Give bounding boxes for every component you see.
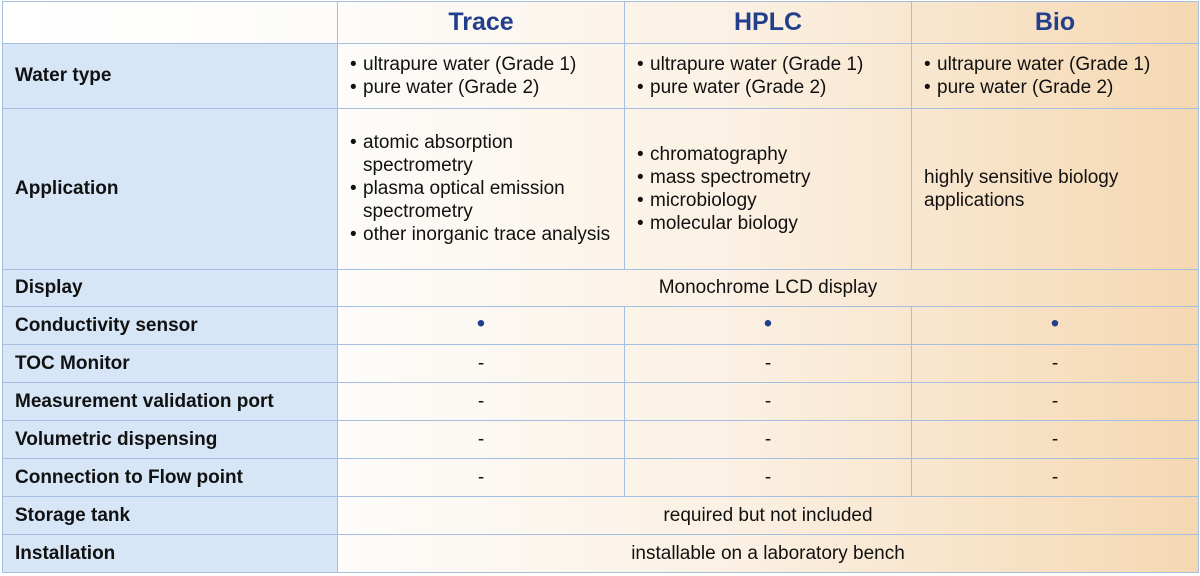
flowpoint-trace: - bbox=[338, 459, 625, 497]
water-type-trace bbox=[338, 44, 625, 109]
row-toc-monitor bbox=[3, 345, 1199, 383]
row-label-installation: Installation bbox=[3, 534, 338, 572]
list-item: • ultrapure water (Grade 1) bbox=[637, 53, 899, 76]
row-display bbox=[3, 269, 1199, 307]
list-item: • other inorganic trace analysis bbox=[350, 223, 612, 246]
row-label-toc-monitor: TOC Monitor bbox=[3, 345, 338, 383]
installation-value: installable on a laboratory bench bbox=[338, 534, 1199, 572]
row-label-volumetric-dispensing: Volumetric dispensing bbox=[3, 421, 338, 459]
conductivity-trace bbox=[338, 307, 625, 345]
storage-tank-value: required but not included bbox=[338, 497, 1199, 535]
row-application bbox=[3, 108, 1199, 269]
comparison-table bbox=[2, 1, 1199, 573]
list-item: • plasma optical emission spectrometry bbox=[350, 177, 612, 223]
conductivity-hplc bbox=[625, 307, 912, 345]
row-label-measurement-validation-port: Measurement validation port bbox=[3, 383, 338, 421]
dispensing-bio: - bbox=[912, 421, 1199, 459]
application-hplc bbox=[625, 108, 912, 269]
list-item: • ultrapure water (Grade 1) bbox=[350, 53, 612, 76]
dispensing-hplc: - bbox=[625, 421, 912, 459]
list-item: • pure water (Grade 2) bbox=[924, 76, 1186, 99]
row-label-display: Display bbox=[3, 269, 338, 307]
display-value: Monochrome LCD display bbox=[338, 269, 1199, 307]
row-volumetric-dispensing bbox=[3, 421, 1199, 459]
toc-bio: - bbox=[912, 345, 1199, 383]
list-item: • pure water (Grade 2) bbox=[637, 76, 899, 99]
included-dot-icon: • bbox=[1050, 310, 1060, 338]
row-conductivity-sensor bbox=[3, 307, 1199, 345]
list-item: • microbiology bbox=[637, 189, 899, 212]
application-trace bbox=[338, 108, 625, 269]
row-label-storage-tank: Storage tank bbox=[3, 497, 338, 535]
row-storage-tank bbox=[3, 497, 1199, 535]
flowpoint-bio: - bbox=[912, 459, 1199, 497]
column-header-trace: Trace bbox=[338, 2, 625, 44]
row-water-type bbox=[3, 44, 1199, 109]
validation-trace: - bbox=[338, 383, 625, 421]
row-connection-flow-point bbox=[3, 459, 1199, 497]
application-bio: highly sensitive biology applications bbox=[912, 108, 1199, 269]
water-type-bio bbox=[912, 44, 1199, 109]
row-label-conductivity-sensor: Conductivity sensor bbox=[3, 307, 338, 345]
list-item: • molecular biology bbox=[637, 212, 899, 235]
conductivity-bio bbox=[912, 307, 1199, 345]
row-label-connection-flow-point: Connection to Flow point bbox=[3, 459, 338, 497]
included-dot-icon: • bbox=[763, 310, 773, 338]
row-label-water-type: Water type bbox=[3, 44, 338, 109]
validation-hplc: - bbox=[625, 383, 912, 421]
header-row bbox=[3, 2, 1199, 44]
toc-trace: - bbox=[338, 345, 625, 383]
included-dot-icon: • bbox=[476, 310, 486, 338]
flowpoint-hplc: - bbox=[625, 459, 912, 497]
list-item: • chromatography bbox=[637, 143, 899, 166]
list-item: • ultrapure water (Grade 1) bbox=[924, 53, 1186, 76]
corner-cell bbox=[3, 2, 338, 44]
validation-bio: - bbox=[912, 383, 1199, 421]
column-header-bio: Bio bbox=[912, 2, 1199, 44]
column-header-hplc: HPLC bbox=[625, 2, 912, 44]
list-item: • atomic absorption spectrometry bbox=[350, 131, 612, 177]
dispensing-trace: - bbox=[338, 421, 625, 459]
list-item: • mass spectrometry bbox=[637, 166, 899, 189]
toc-hplc: - bbox=[625, 345, 912, 383]
list-item: • pure water (Grade 2) bbox=[350, 76, 612, 99]
row-installation bbox=[3, 534, 1199, 572]
water-type-hplc bbox=[625, 44, 912, 109]
row-label-application: Application bbox=[3, 108, 338, 269]
row-measurement-validation-port bbox=[3, 383, 1199, 421]
